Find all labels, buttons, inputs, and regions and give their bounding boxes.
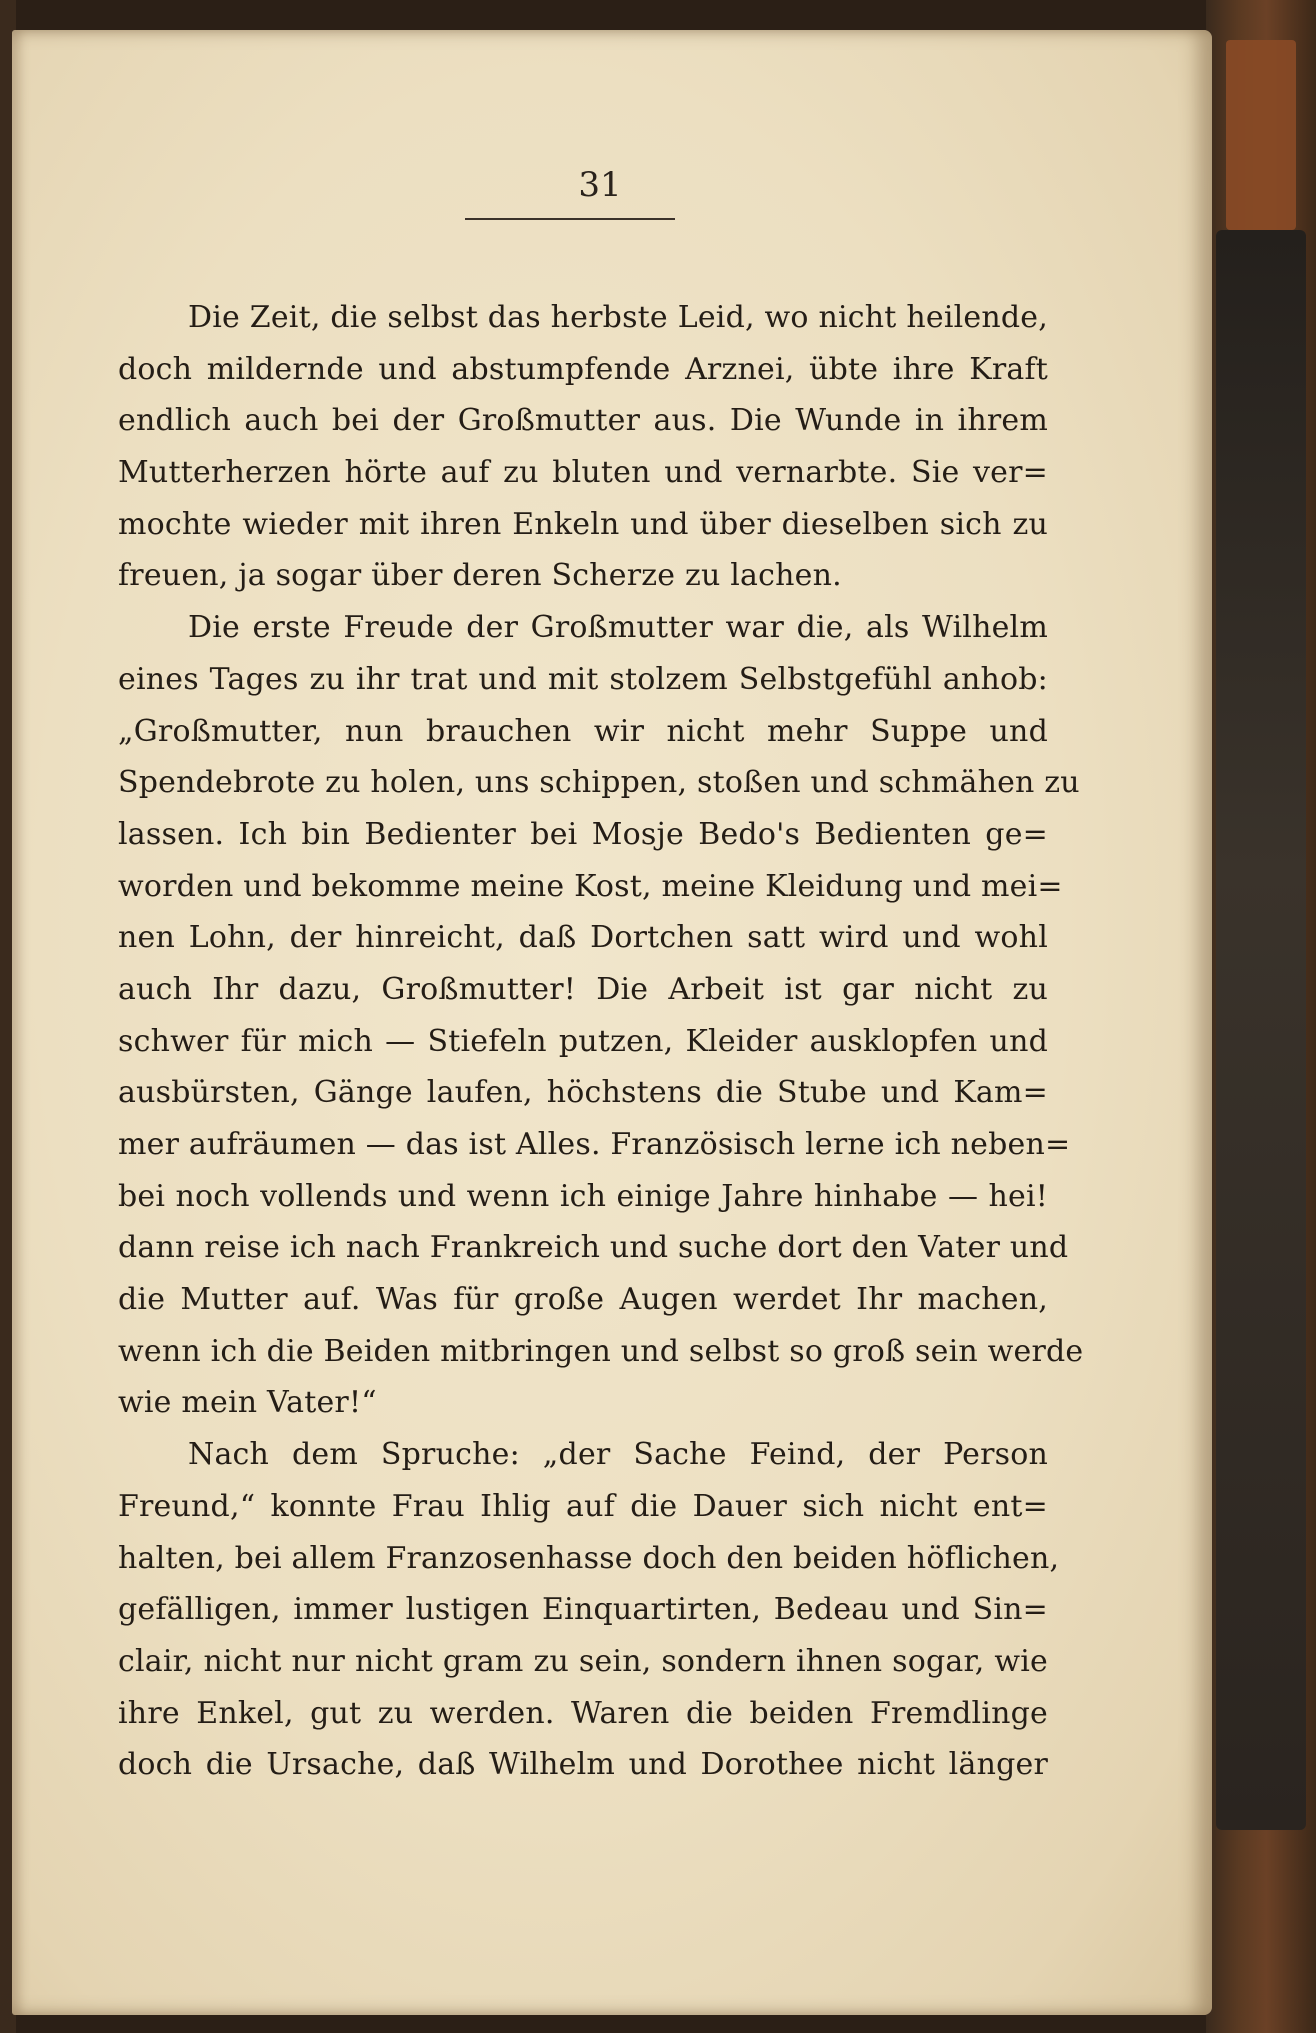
text-line: auch Ihr dazu, Großmutter! Die Arbeit ist gar nicht zu	[118, 971, 1048, 1007]
text-line: wenn ich die Beiden mitbringen und selbst so groß sein werde	[118, 1333, 1084, 1369]
text-line: wie mein Vater!“	[118, 1385, 377, 1421]
body-text	[118, 292, 1084, 1791]
text-line: die Mutter auf. Was für große Augen werdet Ihr machen,	[118, 1282, 1048, 1318]
text-line: halten, bei allem Franzosenhasse doch den beiden höflichen,	[118, 1540, 1060, 1576]
text-line: freuen, ja sogar über deren Scherze zu lachen.	[118, 558, 842, 594]
text-line: clair, nicht nur nicht gram zu sein, sondern ihnen sogar, wie	[118, 1643, 1048, 1679]
text-line: Spendebrote zu holen, uns schippen, stoßen und schmähen zu	[118, 765, 1080, 801]
text-line: Nach dem Spruche: „der Sache Feind, der Person	[188, 1437, 1048, 1473]
text-line: mer aufräumen — das ist Alles. Französisch lerne ich neben=	[118, 1127, 1071, 1162]
text-line: ausbürsten, Gänge laufen, höchstens die Stube und Kam=	[118, 1075, 1048, 1111]
text-line: gefälligen, immer lustigen Einquartirten, Bedeau und Sin=	[118, 1592, 1048, 1628]
text-line: bei noch vollends und wenn ich einige Jahre hinhabe — hei!	[118, 1178, 1048, 1214]
text-line: lassen. Ich bin Bedienter bei Mosje Bedo's Bedienten ge=	[118, 816, 1048, 852]
text-line: „Großmutter, nun brauchen wir nicht mehr Suppe und	[118, 713, 1048, 749]
text-line: ihre Enkel, gut zu werden. Waren die beiden Fremdlinge	[118, 1695, 1048, 1731]
text-line: mochte wieder mit ihren Enkeln und über dieselben sich zu	[118, 506, 1048, 542]
page-number: 31	[578, 165, 622, 205]
text-line: worden und bekomme meine Kost, meine Kleidung und mei=	[118, 868, 1063, 904]
header-rule	[465, 218, 675, 220]
cover-board	[1216, 230, 1306, 1830]
text-line: Freund,“ konnte Frau Ihlig auf die Dauer sich nicht ent=	[118, 1488, 1048, 1524]
text-line: schwer für mich — Stiefeln putzen, Kleider ausklopfen und	[118, 1023, 1048, 1059]
cover-leather-corner	[1226, 40, 1296, 230]
text-line: Die Zeit, die selbst das herbste Leid, wo nicht heilende,	[188, 300, 1048, 335]
book-cover-edge	[1206, 0, 1316, 2033]
text-line: Mutterherzen hörte auf zu bluten und vernarbte. Sie ver=	[118, 455, 1048, 491]
text-line: Die erste Freude der Großmutter war die, als Wilhelm	[188, 610, 1048, 646]
text-line: dann reise ich nach Frankreich und suche dort den Vater und	[118, 1230, 1069, 1266]
text-line: doch mildernde und abstumpfende Arznei, übte ihre Kraft	[118, 351, 1048, 387]
text-line: nen Lohn, der hinreicht, daß Dortchen satt wird und wohl	[118, 920, 1048, 956]
text-line: eines Tages zu ihr trat und mit stolzem Selbstgefühl anhob:	[118, 661, 1048, 697]
text-line: endlich auch bei der Großmutter aus. Die Wunde in ihrem	[118, 403, 1048, 439]
text-line: doch die Ursache, daß Wilhelm und Dorothee nicht länger	[118, 1747, 1048, 1783]
